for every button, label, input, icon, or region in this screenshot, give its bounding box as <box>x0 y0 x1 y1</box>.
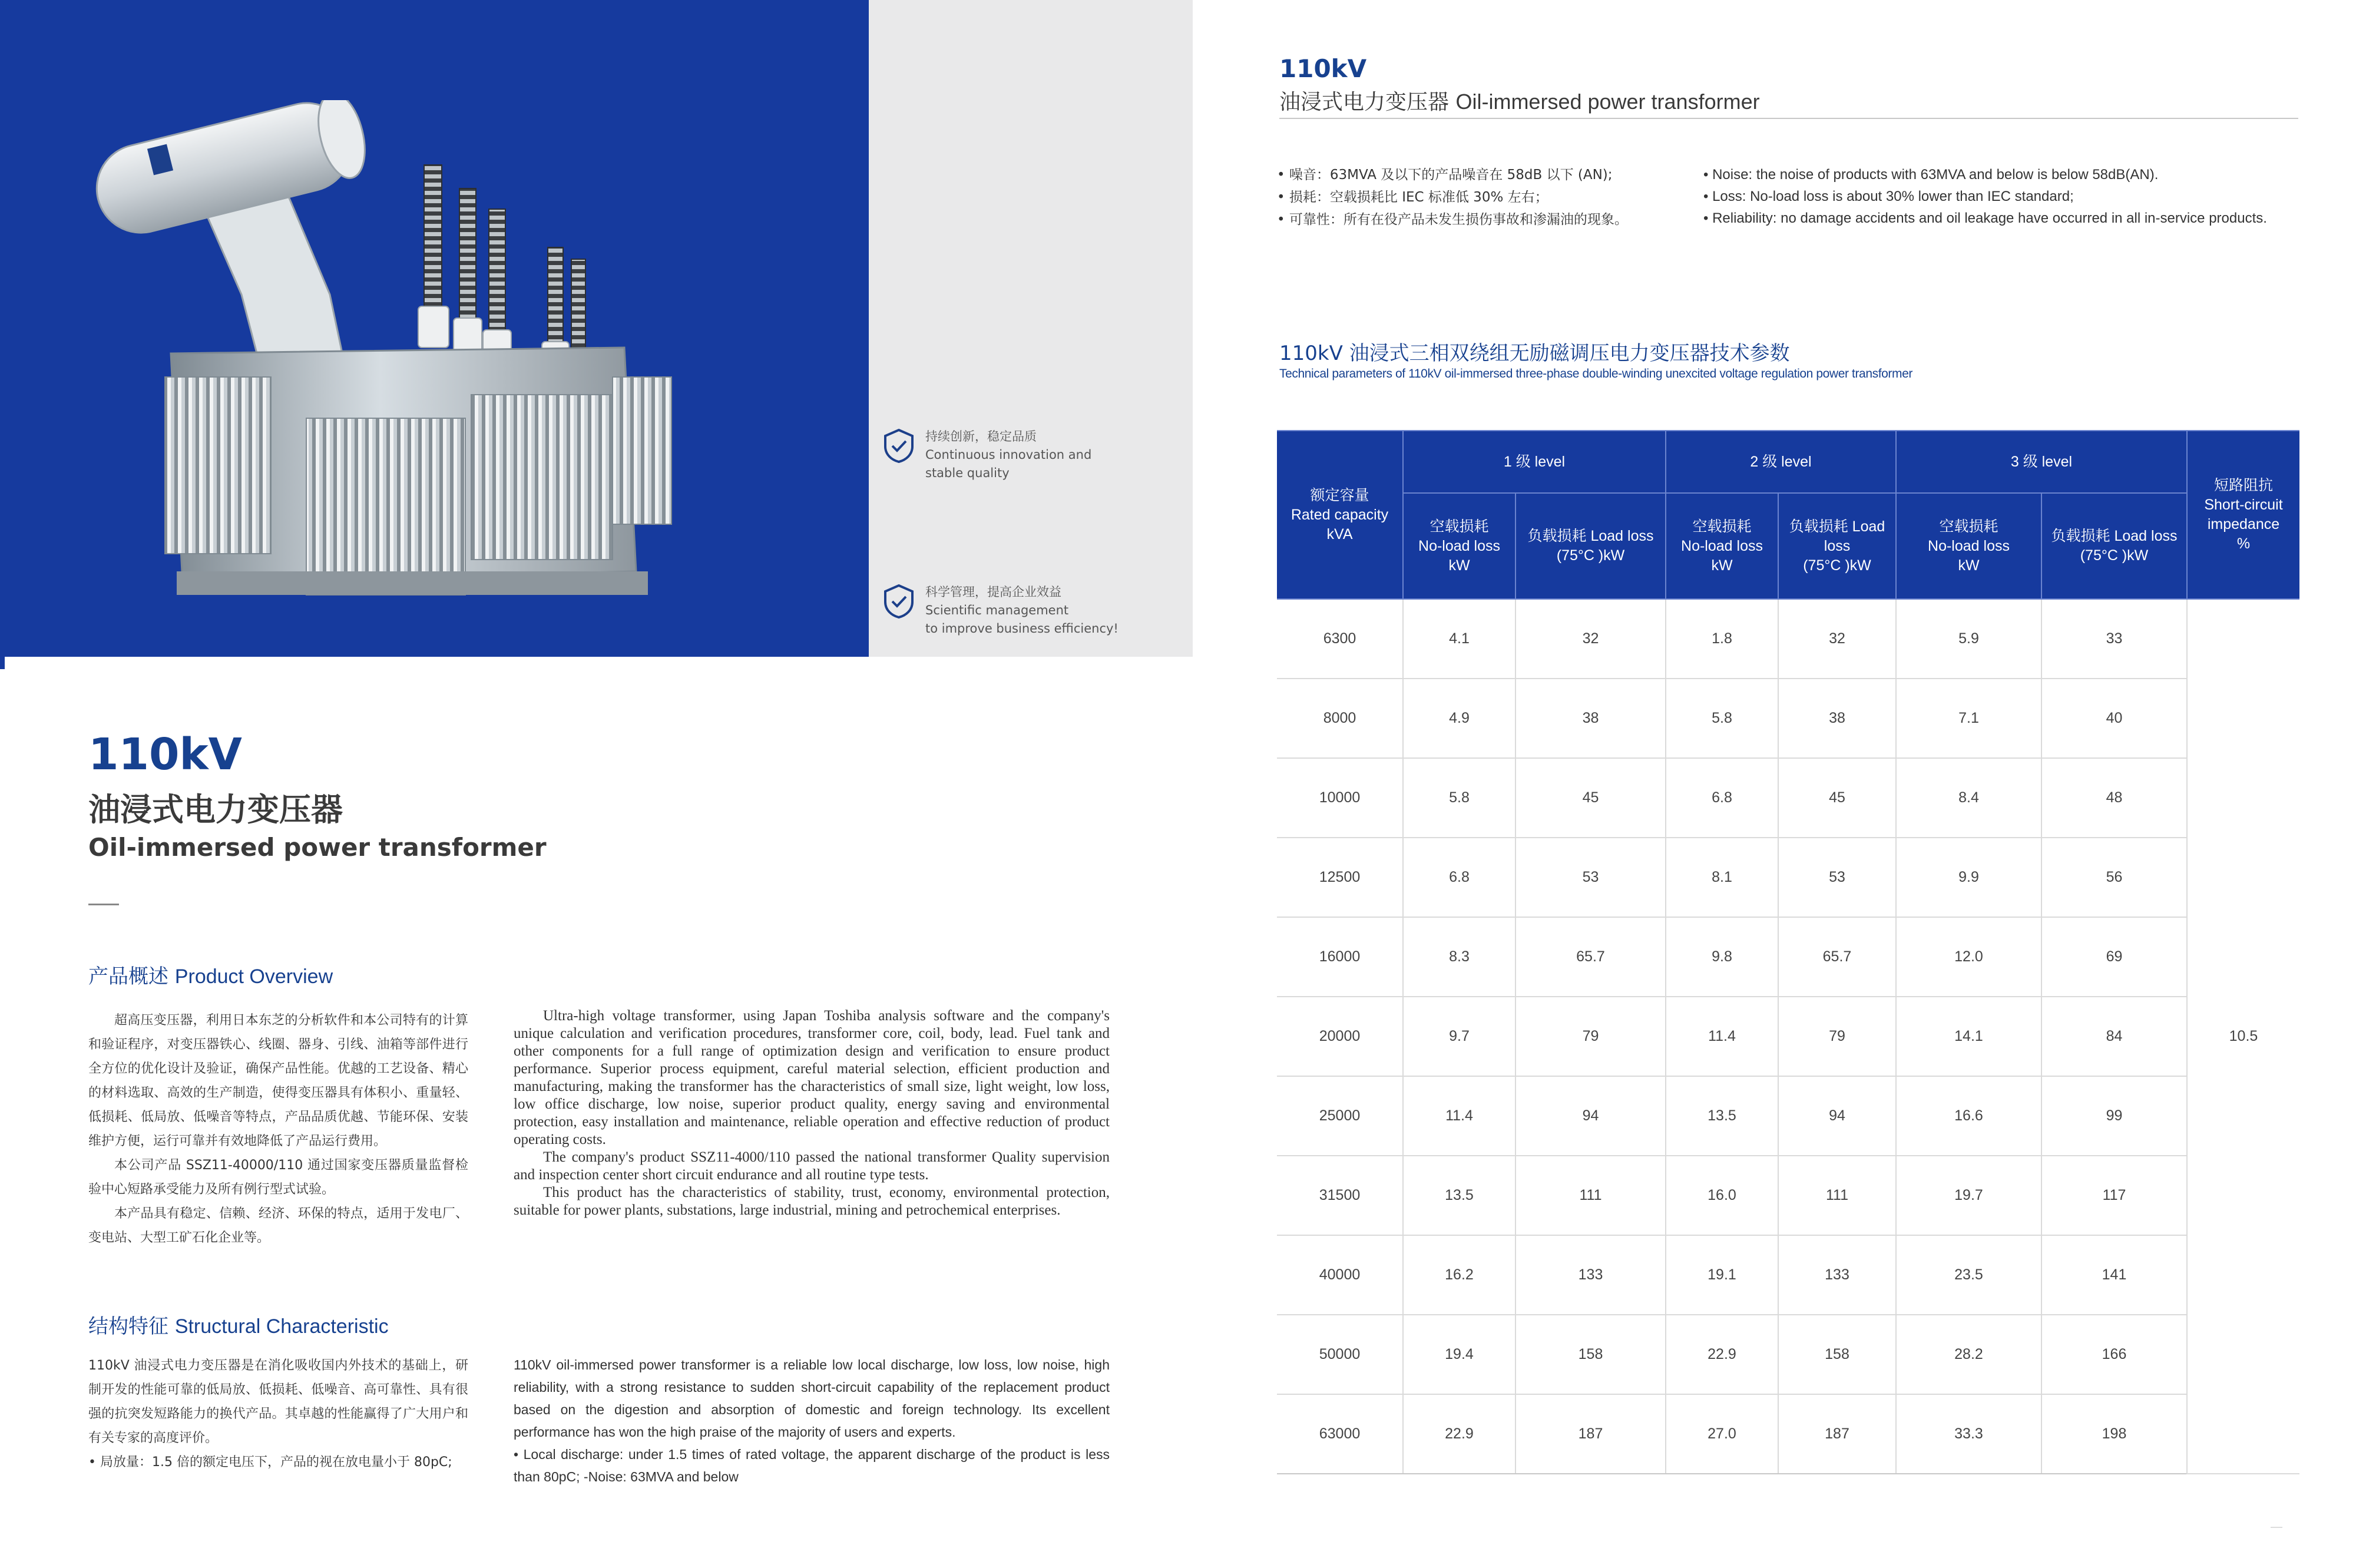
overview-heading-en: Product Overview <box>174 965 333 988</box>
value-cell: 27.0 <box>1666 1394 1778 1474</box>
capacity-header: 额定容量 Rated capacity kVA <box>1277 431 1403 599</box>
value-cell: 133 <box>1515 1235 1666 1315</box>
value-cell: 4.9 <box>1403 679 1515 758</box>
shield-check-icon <box>881 428 917 464</box>
note-item: • 噪音：63MVA 及以下的产品噪音在 58dB 以下 (AN); <box>1277 167 1613 183</box>
value-cell: 23.5 <box>1896 1235 2041 1315</box>
paragraph: The company's product SSZ11-4000/110 passed the national transformer Quality supervision and inspection center short circuit endurance and all routine type tests. <box>514 1149 1110 1183</box>
table-header-row <box>1277 431 2299 493</box>
paragraph: 110kV oil-immersed power transformer is a reliable low local discharge, low loss, low noise, high reliability, with a strong resistance to sudden short-circuit capability of the replacement product based on the digestion and absorption of domestic and foreign technology. Its excellent performance has won the high praise of the majority of users and experts. <box>514 1357 1110 1440</box>
voltage-heading: 110kV <box>1279 54 1367 83</box>
structure-text-cn <box>88 1354 468 1474</box>
value-cell: 28.2 <box>1896 1315 2041 1394</box>
value-cell: 38 <box>1778 679 1896 758</box>
feature-desc: to improve business efficiency! <box>925 621 1119 636</box>
table-row <box>1277 1156 2299 1235</box>
value-cell: 141 <box>2041 1235 2187 1315</box>
value-cell: 94 <box>1778 1076 1896 1156</box>
value-cell: 187 <box>1778 1394 1896 1474</box>
table-row <box>1277 838 2299 917</box>
value-cell: 9.8 <box>1666 917 1778 997</box>
value-cell: 166 <box>2041 1315 2187 1394</box>
value-cell: 65.7 <box>1778 917 1896 997</box>
structure-heading-cn: 结构特征 <box>88 1315 168 1338</box>
value-cell: 187 <box>1515 1394 1666 1474</box>
note-item: • 可靠性：所有在役产品未发生损伤事故和渗漏油的现象。 <box>1277 212 1628 227</box>
value-cell: 14.1 <box>1896 997 2041 1076</box>
structure-text-en <box>514 1354 1110 1488</box>
value-cell: 19.4 <box>1403 1315 1515 1394</box>
value-cell: 11.4 <box>1403 1076 1515 1156</box>
value-cell: 33 <box>2041 599 2187 679</box>
feature-title: 科学管理，提高企业效益 <box>925 585 1061 599</box>
paragraph: • Local discharge: under 1.5 times of rated voltage, the apparent discharge of the product is less than 80pC; -Noise: 63MVA and below <box>514 1447 1110 1484</box>
value-cell: 19.7 <box>1896 1156 2041 1235</box>
overview-heading-cn: 产品概述 <box>88 965 168 988</box>
paragraph: 本公司产品 SSZ11-40000/110 通过国家变压器质量监督检验中心短路承受能力及所有例行型式试验。 <box>88 1158 468 1197</box>
value-cell: 53 <box>1778 838 1896 917</box>
shield-check-icon <box>881 583 917 620</box>
value-cell: 9.7 <box>1403 997 1515 1076</box>
value-cell: 13.5 <box>1666 1076 1778 1156</box>
value-cell: 8.1 <box>1666 838 1778 917</box>
note-item: • Loss: No-load loss is about 30% lower than IEC standard; <box>1703 188 2074 204</box>
value-cell: 53 <box>1515 838 1666 917</box>
capacity-cell: 40000 <box>1277 1235 1403 1315</box>
value-cell: 45 <box>1778 758 1896 838</box>
level-header: 3 级 level <box>1896 431 2187 493</box>
value-cell: 16.0 <box>1666 1156 1778 1235</box>
value-cell: 16.6 <box>1896 1076 2041 1156</box>
impedance-header: 短路阻抗 Short-circuit impedance % <box>2187 431 2299 599</box>
parameter-table <box>1277 430 2299 1474</box>
value-cell: 16.2 <box>1403 1235 1515 1315</box>
value-cell: 9.9 <box>1896 838 2041 917</box>
capacity-cell: 12500 <box>1277 838 1403 917</box>
value-cell: 117 <box>2041 1156 2187 1235</box>
capacity-cell: 20000 <box>1277 997 1403 1076</box>
overview-text-cn <box>88 1008 468 1250</box>
value-cell: 133 <box>1778 1235 1896 1315</box>
load-loss-header: 负载损耗 Load loss (75°C )kW <box>1778 493 1896 599</box>
page-subtitle <box>1279 85 1760 115</box>
value-cell: 33.3 <box>1896 1394 2041 1474</box>
value-cell: 12.0 <box>1896 917 2041 997</box>
value-cell: 32 <box>1778 599 1896 679</box>
table-row <box>1277 1394 2299 1474</box>
paragraph: • 局放量：1.5 倍的额定电压下，产品的视在放电量小于 80pC; <box>88 1455 452 1470</box>
value-cell: 32 <box>1515 599 1666 679</box>
note-item: • Noise: the noise of products with 63MVA and below is below 58dB(AN). <box>1703 167 2159 183</box>
value-cell: 19.1 <box>1666 1235 1778 1315</box>
hero-accent-bar <box>0 653 5 669</box>
table-row <box>1277 997 2299 1076</box>
paragraph: Ultra-high voltage transformer, using Japan Toshiba analysis software and the company's unique calculation and verification procedures, transformer core, coil, body, lead. Fuel tank and other components for a full range of optimization design and verification to ensure product performance. Superior process equipment, careful material selection, efficient production and manufacturing, making the transformer has the characteristics of small size, light weight, low loss, low office discharge, low noise, superior product quality, energy saving and environmental protection, easy installation and maintenance, reliable operation and effective reduction of product operating costs. <box>514 1008 1110 1147</box>
value-cell: 22.9 <box>1666 1315 1778 1394</box>
table-header-row <box>1277 493 2299 599</box>
feature-desc: Scientific management <box>925 603 1069 617</box>
overview-text-en <box>514 1007 1110 1219</box>
value-cell: 13.5 <box>1403 1156 1515 1235</box>
load-loss-header: 负载损耗 Load loss (75°C )kW <box>1515 493 1666 599</box>
page-corner-mark <box>2271 1527 2282 1528</box>
value-cell: 65.7 <box>1515 917 1666 997</box>
value-cell: 5.9 <box>1896 599 2041 679</box>
value-cell: 38 <box>1515 679 1666 758</box>
value-cell: 8.4 <box>1896 758 2041 838</box>
value-cell: 6.8 <box>1403 838 1515 917</box>
product-title-en: Oil-immersed power transformer <box>88 833 547 862</box>
value-cell: 111 <box>1515 1156 1666 1235</box>
value-cell: 69 <box>2041 917 2187 997</box>
value-cell: 94 <box>1515 1076 1666 1156</box>
level-header: 1 级 level <box>1403 431 1666 493</box>
feature-item <box>881 428 1091 482</box>
page-subtitle-en: Oil-immersed power transformer <box>1455 90 1760 114</box>
value-cell: 79 <box>1778 997 1896 1076</box>
impedance-cell: 10.5 <box>2187 599 2299 1474</box>
paragraph: 本产品具有稳定、信赖、经济、环保的特点，适用于发电厂、变电站、大型工矿石化企业等。 <box>88 1206 468 1245</box>
value-cell: 5.8 <box>1403 758 1515 838</box>
capacity-cell: 25000 <box>1277 1076 1403 1156</box>
capacity-cell: 8000 <box>1277 679 1403 758</box>
capacity-cell: 50000 <box>1277 1315 1403 1394</box>
table-row <box>1277 679 2299 758</box>
feature-item <box>881 583 1119 638</box>
paragraph: 超高压变压器，利用日本东芝的分析软件和本公司特有的计算和验证程序，对变压器铁心、线圈、器身、引线、油箱等部件进行全方位的优化设计及验证，确保产品性能。优越的工艺设备、精心的材料选取、高效的生产制造，使得变压器具有体积小、重量轻、低损耗、低局放、低噪音等特点，产品品质优越、节能环保、安装维护方便，运行可靠并有效地降低了产品运行费用。 <box>88 1013 468 1149</box>
feature-title: 持续创新，稳定品质 <box>925 429 1037 444</box>
value-cell: 7.1 <box>1896 679 2041 758</box>
noload-loss-header: 空载损耗 No-load loss kW <box>1666 493 1778 599</box>
feature-notes-cn <box>1277 164 1677 231</box>
hero-side-panel <box>869 0 1193 657</box>
table-row <box>1277 1076 2299 1156</box>
note-item: • 损耗：空载损耗比 IEC 标准低 30% 左右； <box>1277 190 1548 205</box>
noload-loss-header: 空载损耗 No-load loss kW <box>1403 493 1515 599</box>
capacity-cell: 16000 <box>1277 917 1403 997</box>
value-cell: 5.8 <box>1666 679 1778 758</box>
value-cell: 1.8 <box>1666 599 1778 679</box>
table-row <box>1277 599 2299 679</box>
structure-heading-en: Structural Characteristic <box>174 1315 389 1338</box>
capacity-cell: 31500 <box>1277 1156 1403 1235</box>
value-cell: 22.9 <box>1403 1394 1515 1474</box>
structure-heading <box>88 1310 389 1339</box>
note-item: • Reliability: no damage accidents and oil leakage have occurred in all in-service products. <box>1703 210 2267 226</box>
value-cell: 158 <box>1778 1315 1896 1394</box>
table-title-cn: 110kV 油浸式三相双绕组无励磁调压电力变压器技术参数 <box>1279 342 1790 365</box>
transformer-image <box>82 100 754 607</box>
header-rule <box>1279 118 2298 119</box>
voltage-heading: 110kV <box>88 729 242 780</box>
paragraph: This product has the characteristics of stability, trust, economy, environmental protection, suitable for power plants, substations, large industrial, mining and petrochemical enterprises. <box>514 1185 1110 1218</box>
value-cell: 45 <box>1515 758 1666 838</box>
product-title-cn: 油浸式电力变压器 <box>88 791 343 828</box>
value-cell: 48 <box>2041 758 2187 838</box>
value-cell: 158 <box>1515 1315 1666 1394</box>
feature-desc: Continuous innovation and <box>925 448 1092 462</box>
table-row <box>1277 758 2299 838</box>
capacity-cell: 10000 <box>1277 758 1403 838</box>
feature-desc: stable quality <box>925 466 1010 480</box>
title-divider <box>88 904 119 905</box>
paragraph: 110kV 油浸式电力变压器是在消化吸收国内外技术的基础上，研制开发的性能可靠的低局放、低损耗、低噪音、高可靠性、具有很强的抗突发短路能力的换代产品。其卓越的性能赢得了广大用户和有关专家的高度评价。 <box>88 1358 468 1445</box>
overview-heading <box>88 960 333 989</box>
value-cell: 4.1 <box>1403 599 1515 679</box>
load-loss-header: 负载损耗 Load loss (75°C )kW <box>2041 493 2187 599</box>
page-subtitle-cn: 油浸式电力变压器 <box>1279 90 1450 114</box>
noload-loss-header: 空载损耗 No-load loss kW <box>1896 493 2041 599</box>
value-cell: 99 <box>2041 1076 2187 1156</box>
capacity-cell: 63000 <box>1277 1394 1403 1474</box>
table-row <box>1277 1315 2299 1394</box>
value-cell: 8.3 <box>1403 917 1515 997</box>
value-cell: 111 <box>1778 1156 1896 1235</box>
feature-notes-en <box>1703 164 2299 229</box>
capacity-cell: 6300 <box>1277 599 1403 679</box>
value-cell: 40 <box>2041 679 2187 758</box>
value-cell: 56 <box>2041 838 2187 917</box>
table-row <box>1277 1235 2299 1315</box>
value-cell: 11.4 <box>1666 997 1778 1076</box>
table-row <box>1277 917 2299 997</box>
value-cell: 6.8 <box>1666 758 1778 838</box>
table-title-en: Technical parameters of 110kV oil-immersed three-phase double-winding unexcited voltage regulation power transformer <box>1279 367 1912 381</box>
value-cell: 198 <box>2041 1394 2187 1474</box>
value-cell: 84 <box>2041 997 2187 1076</box>
value-cell: 79 <box>1515 997 1666 1076</box>
level-header: 2 级 level <box>1666 431 1896 493</box>
table-body <box>1277 599 2299 1474</box>
